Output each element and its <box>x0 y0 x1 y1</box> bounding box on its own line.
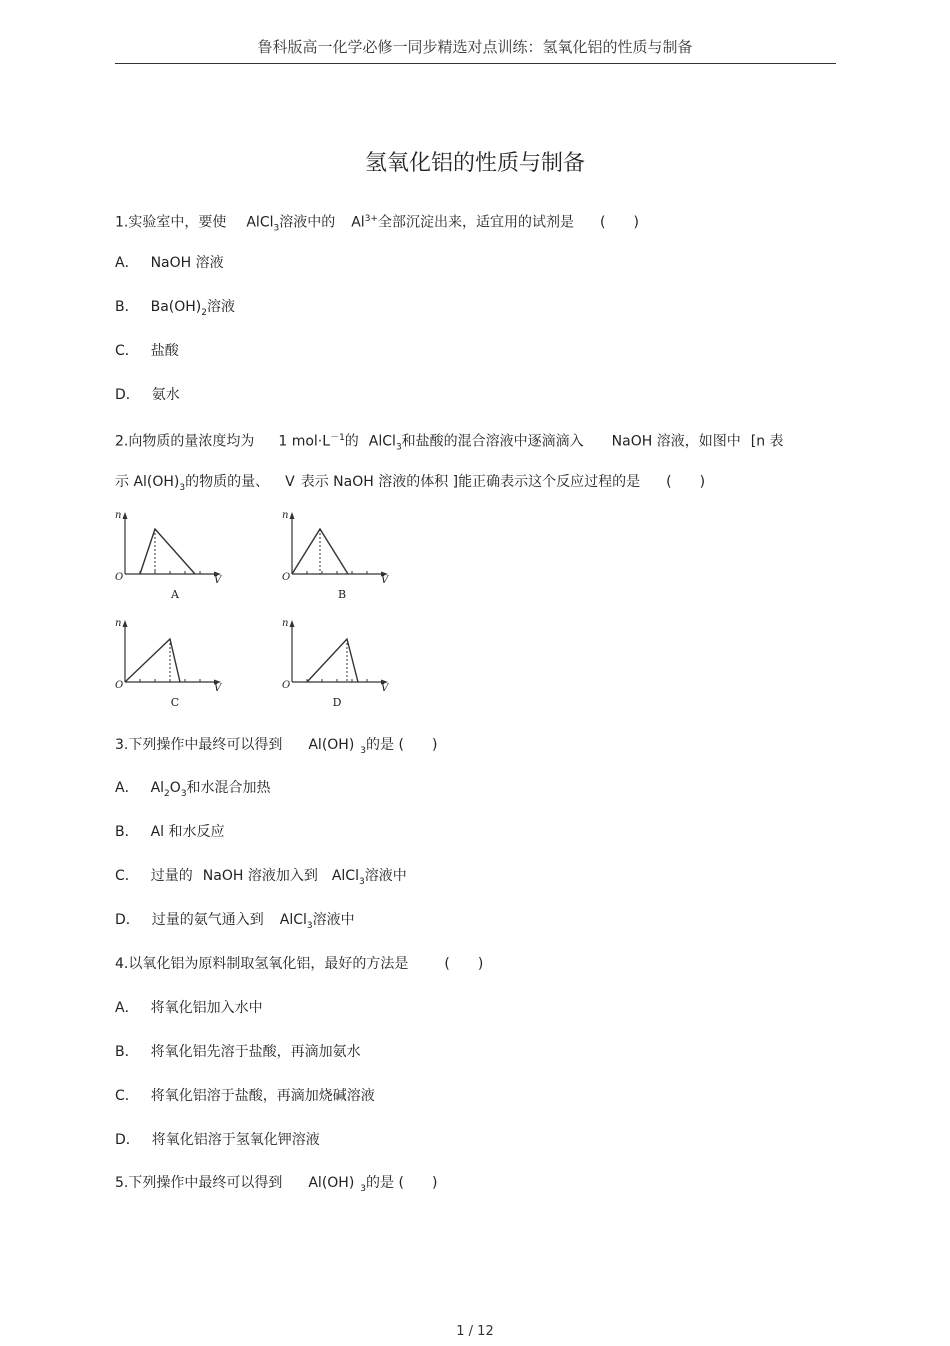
q1-option-a <box>115 253 224 273</box>
graph-c <box>113 618 233 718</box>
axis-label-n: n <box>115 618 122 629</box>
graph-a <box>113 510 233 610</box>
axis-label-n: n <box>115 510 122 521</box>
answer-blank: ( ) <box>444 956 484 972</box>
option-text: 和水混合加热 <box>186 780 271 796</box>
running-header: 鲁科版高一化学必修一同步精选对点训练：氢氧化铝的性质与制备 <box>257 38 693 56</box>
concentration-unit: 1 mol·L <box>278 433 331 450</box>
option-text: 将氧化铝溶于盐酸，再滴加烧碱溶液 <box>150 1088 375 1104</box>
curve-line <box>125 639 180 682</box>
axis-label-v: V <box>381 575 389 586</box>
option-text: Al <box>150 780 165 796</box>
q3-option-a <box>115 778 271 804</box>
header-rule <box>115 63 836 64</box>
q1-option-d <box>115 385 180 405</box>
superscript: －1 <box>330 433 345 443</box>
subscript: 2 <box>164 788 170 799</box>
subscript: 3 <box>360 745 367 756</box>
q4-option-b <box>115 1042 361 1062</box>
q3-stem-text: 3.下列操作中最终可以得到 <box>115 737 283 753</box>
superscript: 3+ <box>364 214 378 224</box>
option-letter: B． <box>115 299 139 315</box>
q2-stem-text: 和盐酸的混合溶液中逐滴滴入 <box>401 433 584 450</box>
subscript: 3 <box>358 876 365 887</box>
option-letter: D． <box>115 912 140 928</box>
origin-label: O <box>282 680 291 691</box>
q5-stem-text: 的是 ( ) <box>366 1175 438 1191</box>
graph-label-c: C <box>170 696 180 709</box>
origin-label: O <box>115 572 124 583</box>
axis-label-v: V <box>214 683 222 694</box>
option-letter: B． <box>115 1044 139 1060</box>
subscript: 3 <box>179 482 186 493</box>
origin-label: O <box>282 572 291 583</box>
graph-label-b: B <box>337 588 347 601</box>
q2-stem-text: 2.向物质的量浓度均为 <box>115 433 255 450</box>
formula-aloh3: Al(OH) <box>308 1175 355 1191</box>
q2-stem-text: NaOH 溶液，如图中 <box>611 433 741 450</box>
option-text: Al 和水反应 <box>150 824 225 840</box>
option-letter: B． <box>115 824 139 840</box>
answer-blank: ( ) <box>666 474 706 490</box>
axis-label-n: n <box>282 510 289 521</box>
subscript: 3 <box>360 1183 367 1194</box>
option-text: O <box>169 780 181 796</box>
option-letter: C． <box>115 1088 139 1104</box>
formula-aloh3: Al(OH) <box>308 737 355 753</box>
q3-option-d <box>115 910 355 936</box>
q2-stem-text: [n 表 <box>750 433 784 450</box>
question-1-stem <box>115 209 639 238</box>
q2-stem-text: 的 <box>344 433 359 450</box>
question-3-stem <box>115 735 437 761</box>
y-axis-arrow <box>290 512 295 519</box>
formula-alcl3: AlCl <box>246 214 274 231</box>
curve-line <box>140 529 195 574</box>
axis-label-v: V <box>214 575 222 586</box>
option-text: 过量的氨气通入到 <box>151 912 264 928</box>
formula-alcl3: AlCl <box>279 912 307 928</box>
option-text: NaOH 溶液加入到 <box>202 868 318 884</box>
option-text: 过量的 <box>150 868 193 884</box>
option-text: NaOH 溶液 <box>150 255 224 271</box>
option-text: 盐酸 <box>150 343 179 359</box>
formula-aloh3: 示 Al(OH) <box>115 474 180 490</box>
question-4-stem <box>115 954 483 974</box>
option-text: Ba(OH) <box>150 299 202 315</box>
option-letter: A． <box>115 1000 139 1016</box>
ion-al: Al <box>351 214 365 231</box>
question-2-stem-line-1 <box>115 428 784 457</box>
graph-b <box>280 510 400 610</box>
q1-option-b <box>115 297 235 323</box>
q5-stem-text: 5.下列操作中最终可以得到 <box>115 1175 283 1191</box>
curve-line <box>307 639 358 682</box>
q1-option-c <box>115 341 179 361</box>
page-title: 氢氧化铝的性质与制备 <box>364 151 585 176</box>
option-text: 将氧化铝先溶于盐酸，再滴加氨水 <box>150 1044 361 1060</box>
q2-stem-text: 表示 NaOH 溶液的体积 ]能正确表示这个反应过程的是 <box>300 474 641 490</box>
symbol-v: V <box>285 474 295 490</box>
formula-alcl3: AlCl <box>331 868 359 884</box>
option-letter: A． <box>115 780 139 796</box>
subscript: 3 <box>306 920 313 931</box>
option-letter: A． <box>115 255 139 271</box>
page-number: 1 / 12 <box>456 1324 494 1339</box>
question-5-stem <box>115 1173 437 1199</box>
q3-stem-text: 的是 ( ) <box>366 737 438 753</box>
q2-stem-text: 的物质的量、 <box>185 474 270 490</box>
question-2-stem-line-2 <box>115 472 705 498</box>
subscript: 3 <box>395 442 402 453</box>
axis-label-v: V <box>381 683 389 694</box>
subscript: 3 <box>180 788 187 799</box>
subscript: 3 <box>273 223 280 234</box>
q4-option-c <box>115 1086 375 1106</box>
subscript: 2 <box>201 307 207 318</box>
option-letter: D． <box>115 387 140 403</box>
y-axis-arrow <box>290 620 295 627</box>
option-text: 溶液中 <box>364 868 407 884</box>
answer-blank: ( ) <box>599 214 639 231</box>
q1-stem-text: 1.实验室中，要使 <box>115 214 227 231</box>
q4-option-d <box>115 1130 320 1150</box>
y-axis-arrow <box>123 620 128 627</box>
axis-label-n: n <box>282 618 289 629</box>
option-text: 溶液 <box>207 299 235 315</box>
graph-label-d: D <box>332 696 342 709</box>
q1-stem-text: 全部沉淀出来，适宜用的试剂是 <box>377 214 574 231</box>
q4-option-a <box>115 998 263 1018</box>
graph-label-a: A <box>171 588 179 601</box>
option-text: 将氧化铝加入水中 <box>150 1000 263 1016</box>
option-text: 将氧化铝溶于氢氧化钾溶液 <box>151 1132 320 1148</box>
y-axis-arrow <box>123 512 128 519</box>
option-text: 氨水 <box>151 387 180 403</box>
option-letter: C． <box>115 343 139 359</box>
q3-option-b <box>115 822 225 842</box>
origin-label: O <box>115 680 124 691</box>
curve-line <box>292 529 348 574</box>
option-letter: C． <box>115 868 139 884</box>
formula-alcl3: AlCl <box>368 433 396 450</box>
graph-d <box>280 618 400 718</box>
option-text: 溶液中 <box>312 912 355 928</box>
q1-stem-text: 溶液中的 <box>279 214 336 231</box>
q3-option-c <box>115 866 407 892</box>
q4-stem-text: 4.以氧化铝为原料制取氢氧化铝，最好的方法是 <box>115 956 409 972</box>
option-letter: D． <box>115 1132 140 1148</box>
